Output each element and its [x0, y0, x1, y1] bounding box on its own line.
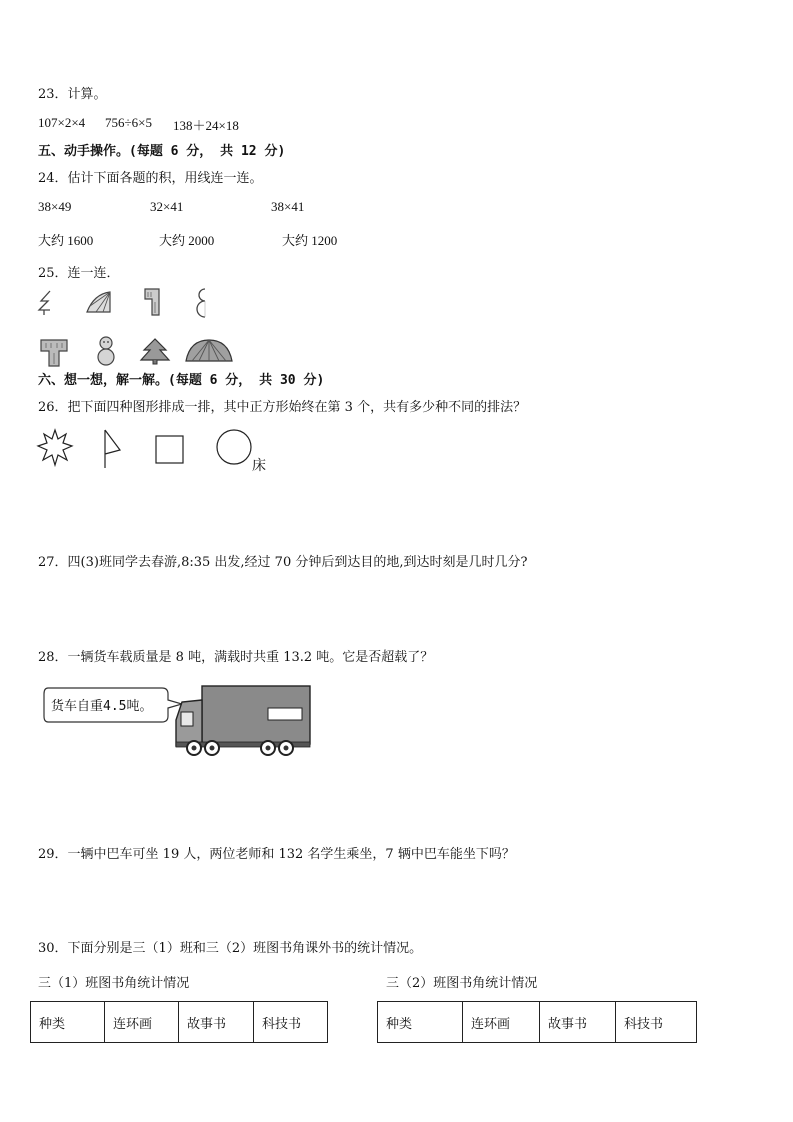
- table-2-caption: 三（2）班图书角统计情况: [386, 976, 538, 991]
- q25-label: 25．连一连．: [38, 266, 120, 281]
- table-cell: 连环画: [105, 1002, 179, 1043]
- q30-label: 30．下面分别是三（1）班和三（2）班图书角课外书的统计情况。: [38, 941, 423, 956]
- q29-label: 29．一辆中巴车可坐 19 人，两位老师和 132 名学生乘坐，7 辆中巴车能坐下吗？: [38, 847, 515, 862]
- circle-shape-figure: [214, 428, 254, 468]
- q24-product-3: 38×41: [271, 199, 305, 214]
- table-cell: 连环画: [463, 1002, 540, 1043]
- q24-product-2: 32×41: [150, 199, 184, 214]
- q23-label: 23．计算。: [38, 87, 107, 102]
- table-cell: 科技书: [616, 1002, 697, 1043]
- half-snowman-figure: [193, 286, 211, 320]
- section-5-title: 五、动手操作。(每题 6 分， 共 12 分): [38, 144, 286, 159]
- speech-bubble-text: 货车自重4.5吨。: [51, 699, 153, 714]
- q24-estimate-2: 大约 2000: [159, 233, 215, 248]
- table-row: [378, 1002, 697, 1043]
- star-shape-figure: [36, 428, 74, 468]
- umbrella-figure: [184, 338, 234, 364]
- snowman-figure: [94, 334, 118, 368]
- fir-tree-figure: [139, 336, 171, 366]
- half-umbrella-figure: [84, 288, 114, 316]
- table-cell: 种类: [31, 1002, 105, 1043]
- q28-label: 28．一辆货车载质量是 8 吨，满载时共重 13.2 吨。它是否超载了？: [38, 650, 434, 665]
- flag-shape-figure: [100, 428, 126, 470]
- q27-label: 27．四(3)班同学去春游,8:35 出发,经过 70 分钟后到达目的地,到达时刻是几时几分?: [38, 555, 528, 570]
- half-mushroom-figure: [141, 286, 163, 318]
- table-cell: 科技书: [254, 1002, 328, 1043]
- q24-product-1: 38×49: [38, 199, 72, 214]
- table-cell: 种类: [378, 1002, 463, 1043]
- stray-mark: 床: [252, 459, 266, 474]
- q24-estimate-1: 大约 1600: [38, 233, 94, 248]
- q23-expr-2: 756÷6×5: [105, 115, 152, 130]
- table-1-caption: 三（1）班图书角统计情况: [38, 976, 190, 991]
- half-fir-tree-figure: [36, 288, 60, 318]
- table-cell: 故事书: [540, 1002, 616, 1043]
- mushroom-figure: [38, 336, 70, 368]
- table-2: [377, 1001, 697, 1043]
- table-row: [31, 1002, 328, 1043]
- q24-label: 24．估计下面各题的积，用线连一连。: [38, 171, 263, 186]
- table-cell: 故事书: [179, 1002, 254, 1043]
- section-6-title: 六、想一想，解一解。(每题 6 分， 共 30 分): [38, 373, 325, 388]
- q24-estimate-3: 大约 1200: [282, 233, 338, 248]
- q23-expr-3: 138＋24×18: [173, 118, 239, 133]
- table-1: [30, 1001, 328, 1043]
- square-shape-figure: [154, 434, 186, 466]
- truck-figure: [172, 682, 314, 760]
- q26-label: 26．把下面四种图形排成一排，其中正方形始终在第 3 个，共有多少种不同的排法？: [38, 400, 527, 415]
- q23-expr-1: 107×2×4: [38, 115, 86, 130]
